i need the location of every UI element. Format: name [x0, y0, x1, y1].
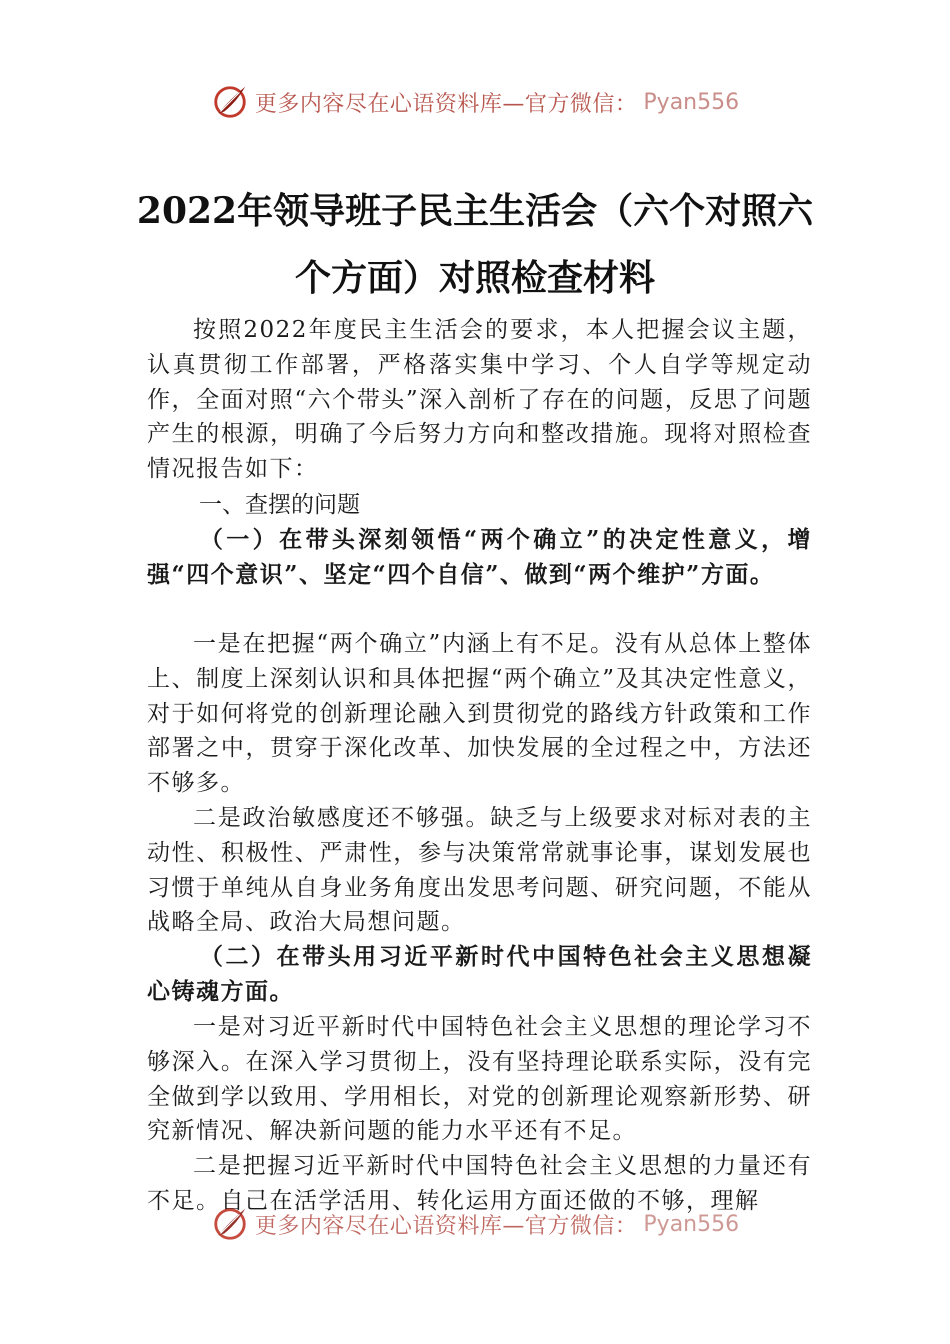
paragraph-1-1: 一是在把握“两个确立”内涵上有不足。没有从总体上整体上、制度上深刻认识和具体把握“两个确立”及其决定性意义，对于如何将党的创新理论融入到贯彻党的路线方针政策和工作部署之中，贯穿于深化改革、加快发展的全过程之中，方法还不够多。 [147, 631, 812, 797]
watermark-wechat-id: Pyan556 [643, 1211, 740, 1237]
watermark-text: 更多内容尽在心语资料库—官方微信： [254, 1213, 638, 1239]
paragraph-2-1: 一是对习近平新时代中国特色社会主义思想的理论学习不够深入。在深入学习贯彻上，没有坚持理论联系实际，没有完全做到学以致用、学用相长，对党的创新理论观察新形势、研究新情况、解决新问题的能力水平还有不足。 [147, 1014, 812, 1145]
document-title-line-2: 个方面）对照检查材料 [294, 257, 655, 299]
quill-logo-icon [211, 83, 249, 121]
watermark-footer [0, 1204, 950, 1244]
paragraph-2-2: 二是把握习近平新时代中国特色社会主义思想的力量还有不足。自己在活学活用、转化运用方面还做的不够，理解 [147, 1153, 812, 1214]
subsection-heading-1: （一）在带头深刻领悟“两个确立”的决定性意义，增强“四个意识”、坚定“四个自信”、做到“两个维护”方面。 [147, 526, 812, 588]
document-title-line-1: 2022年领导班子民主生活会（六个对照六 [136, 190, 814, 232]
watermark-header [0, 82, 950, 122]
intro-paragraph: 按照2022年度民主生活会的要求，本人把握会议主题，认真贯彻工作部署，严格落实集中学习、个人自学等规定动作，全面对照“六个带头”深入剖析了存在的问题，反思了问题产生的根源，明确了今后努力方向和整改措施。现将对照检查情况报告如下： [147, 317, 812, 483]
section-heading: 一、查摆的问题 [199, 492, 360, 518]
quill-logo-icon [211, 1205, 249, 1243]
paragraph-1-2: 二是政治敏感度还不够强。缺乏与上级要求对标对表的主动性、积极性、严肃性，参与决策常常就事论事，谋划发展也习惯于单纯从自身业务角度出发思考问题、研究问题，不能从战略全局、政治大局想问题。 [147, 805, 812, 936]
subsection-heading-2: （二）在带头用习近平新时代中国特色社会主义思想凝心铸魂方面。 [147, 943, 812, 1005]
watermark-wechat-id: Pyan556 [643, 89, 740, 115]
watermark-text: 更多内容尽在心语资料库—官方微信： [254, 91, 638, 117]
